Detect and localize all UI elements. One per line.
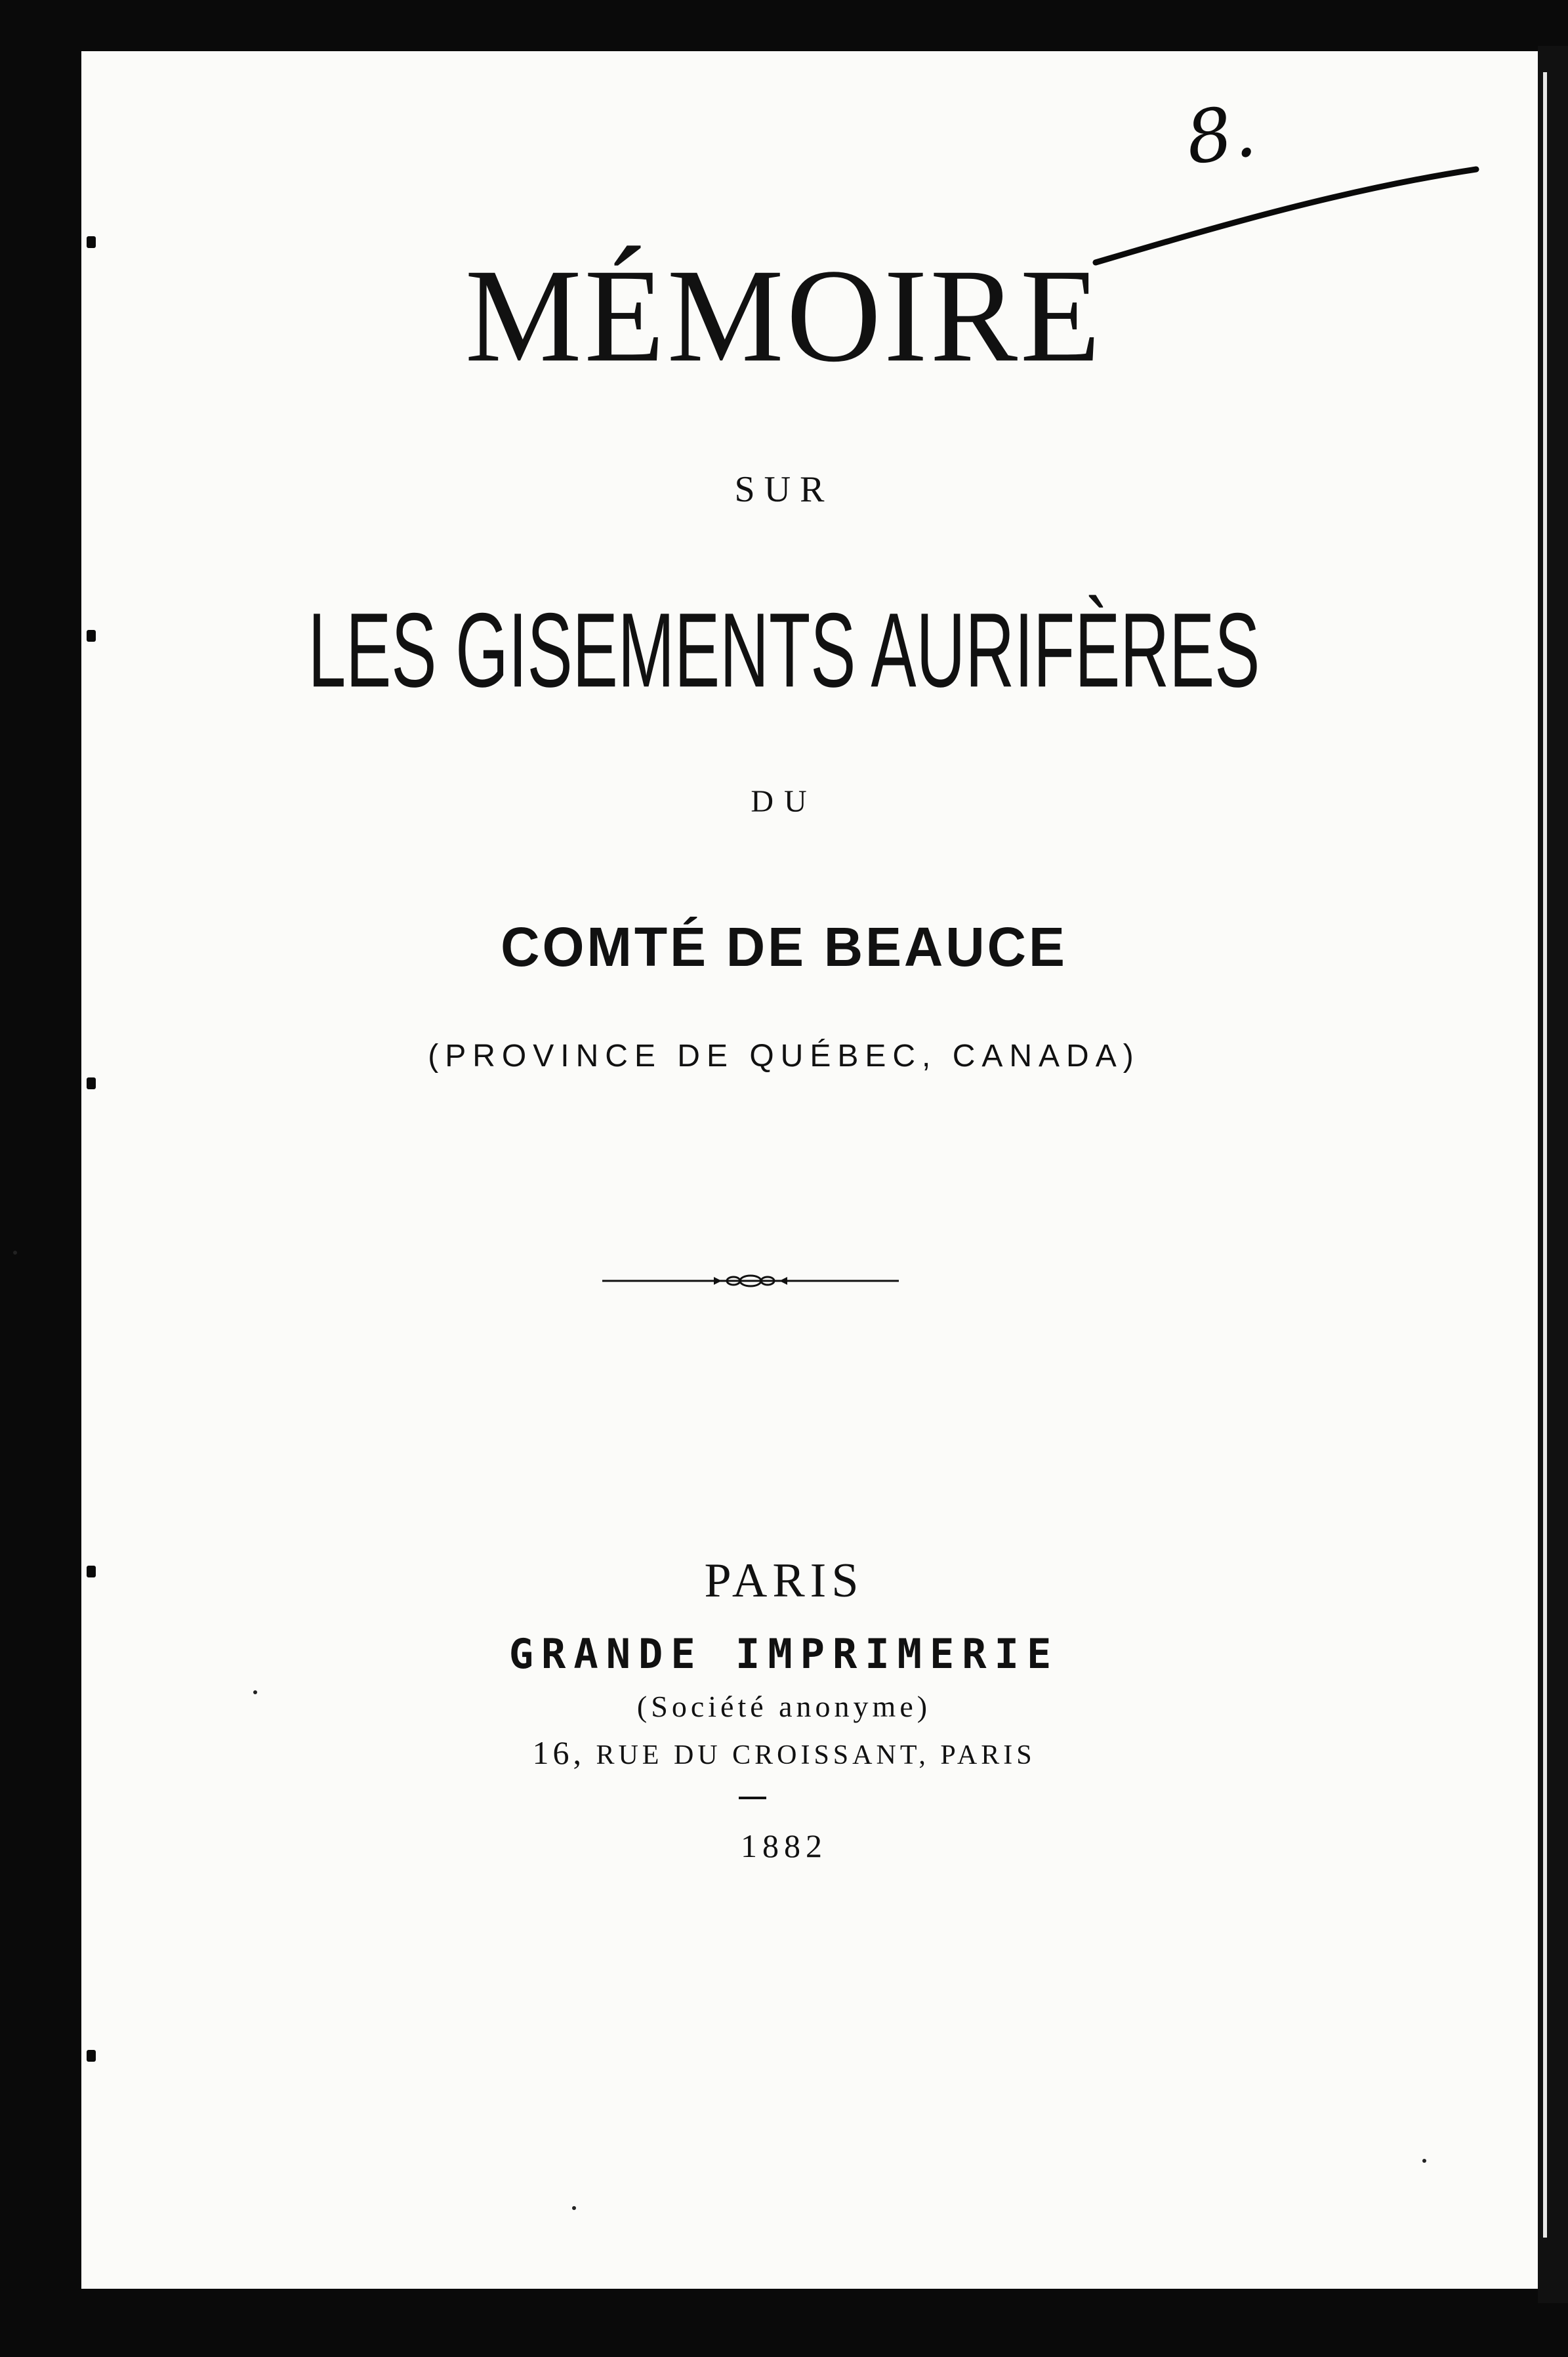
imprint-address: [0, 1734, 1568, 1771]
page-edge-shadow: [1538, 46, 1568, 2303]
imprint-address-street: RUE DU CROISSANT, PARIS: [596, 1740, 1036, 1770]
handwritten-page-number: 8.: [1180, 88, 1261, 181]
binding-mark: [87, 1077, 96, 1089]
ornamental-rule: [602, 1273, 899, 1289]
imprint-printer: GRANDE IMPRIMERIE: [508, 1630, 1060, 1678]
connector-du: DU: [751, 784, 817, 819]
binding-mark: [87, 630, 96, 642]
page-title: MÉMOIRE: [464, 241, 1104, 390]
imprint-company-type: (Société anonyme): [636, 1690, 932, 1723]
imprint-dash: [739, 1797, 766, 1799]
imprint-year: 1882: [741, 1827, 827, 1864]
page-edge-strip: [1543, 72, 1547, 2238]
imprint-address-number: 16,: [532, 1734, 585, 1771]
dust-speck: [13, 1251, 17, 1255]
dust-speck: [1422, 2159, 1426, 2163]
county-heading: COMTÉ DE BEAUCE: [501, 916, 1067, 978]
binding-mark: [87, 236, 96, 248]
subject-heading: LES GISEMENTS AURIFÈRES: [308, 591, 1260, 709]
dust-speck: [572, 2206, 576, 2210]
imprint-city: PARIS: [704, 1554, 864, 1608]
connector-sur: SUR: [734, 469, 834, 510]
binding-mark: [87, 2050, 96, 2062]
region-subtitle: (PROVINCE DE QUÉBEC, CANADA): [428, 1039, 1140, 1074]
